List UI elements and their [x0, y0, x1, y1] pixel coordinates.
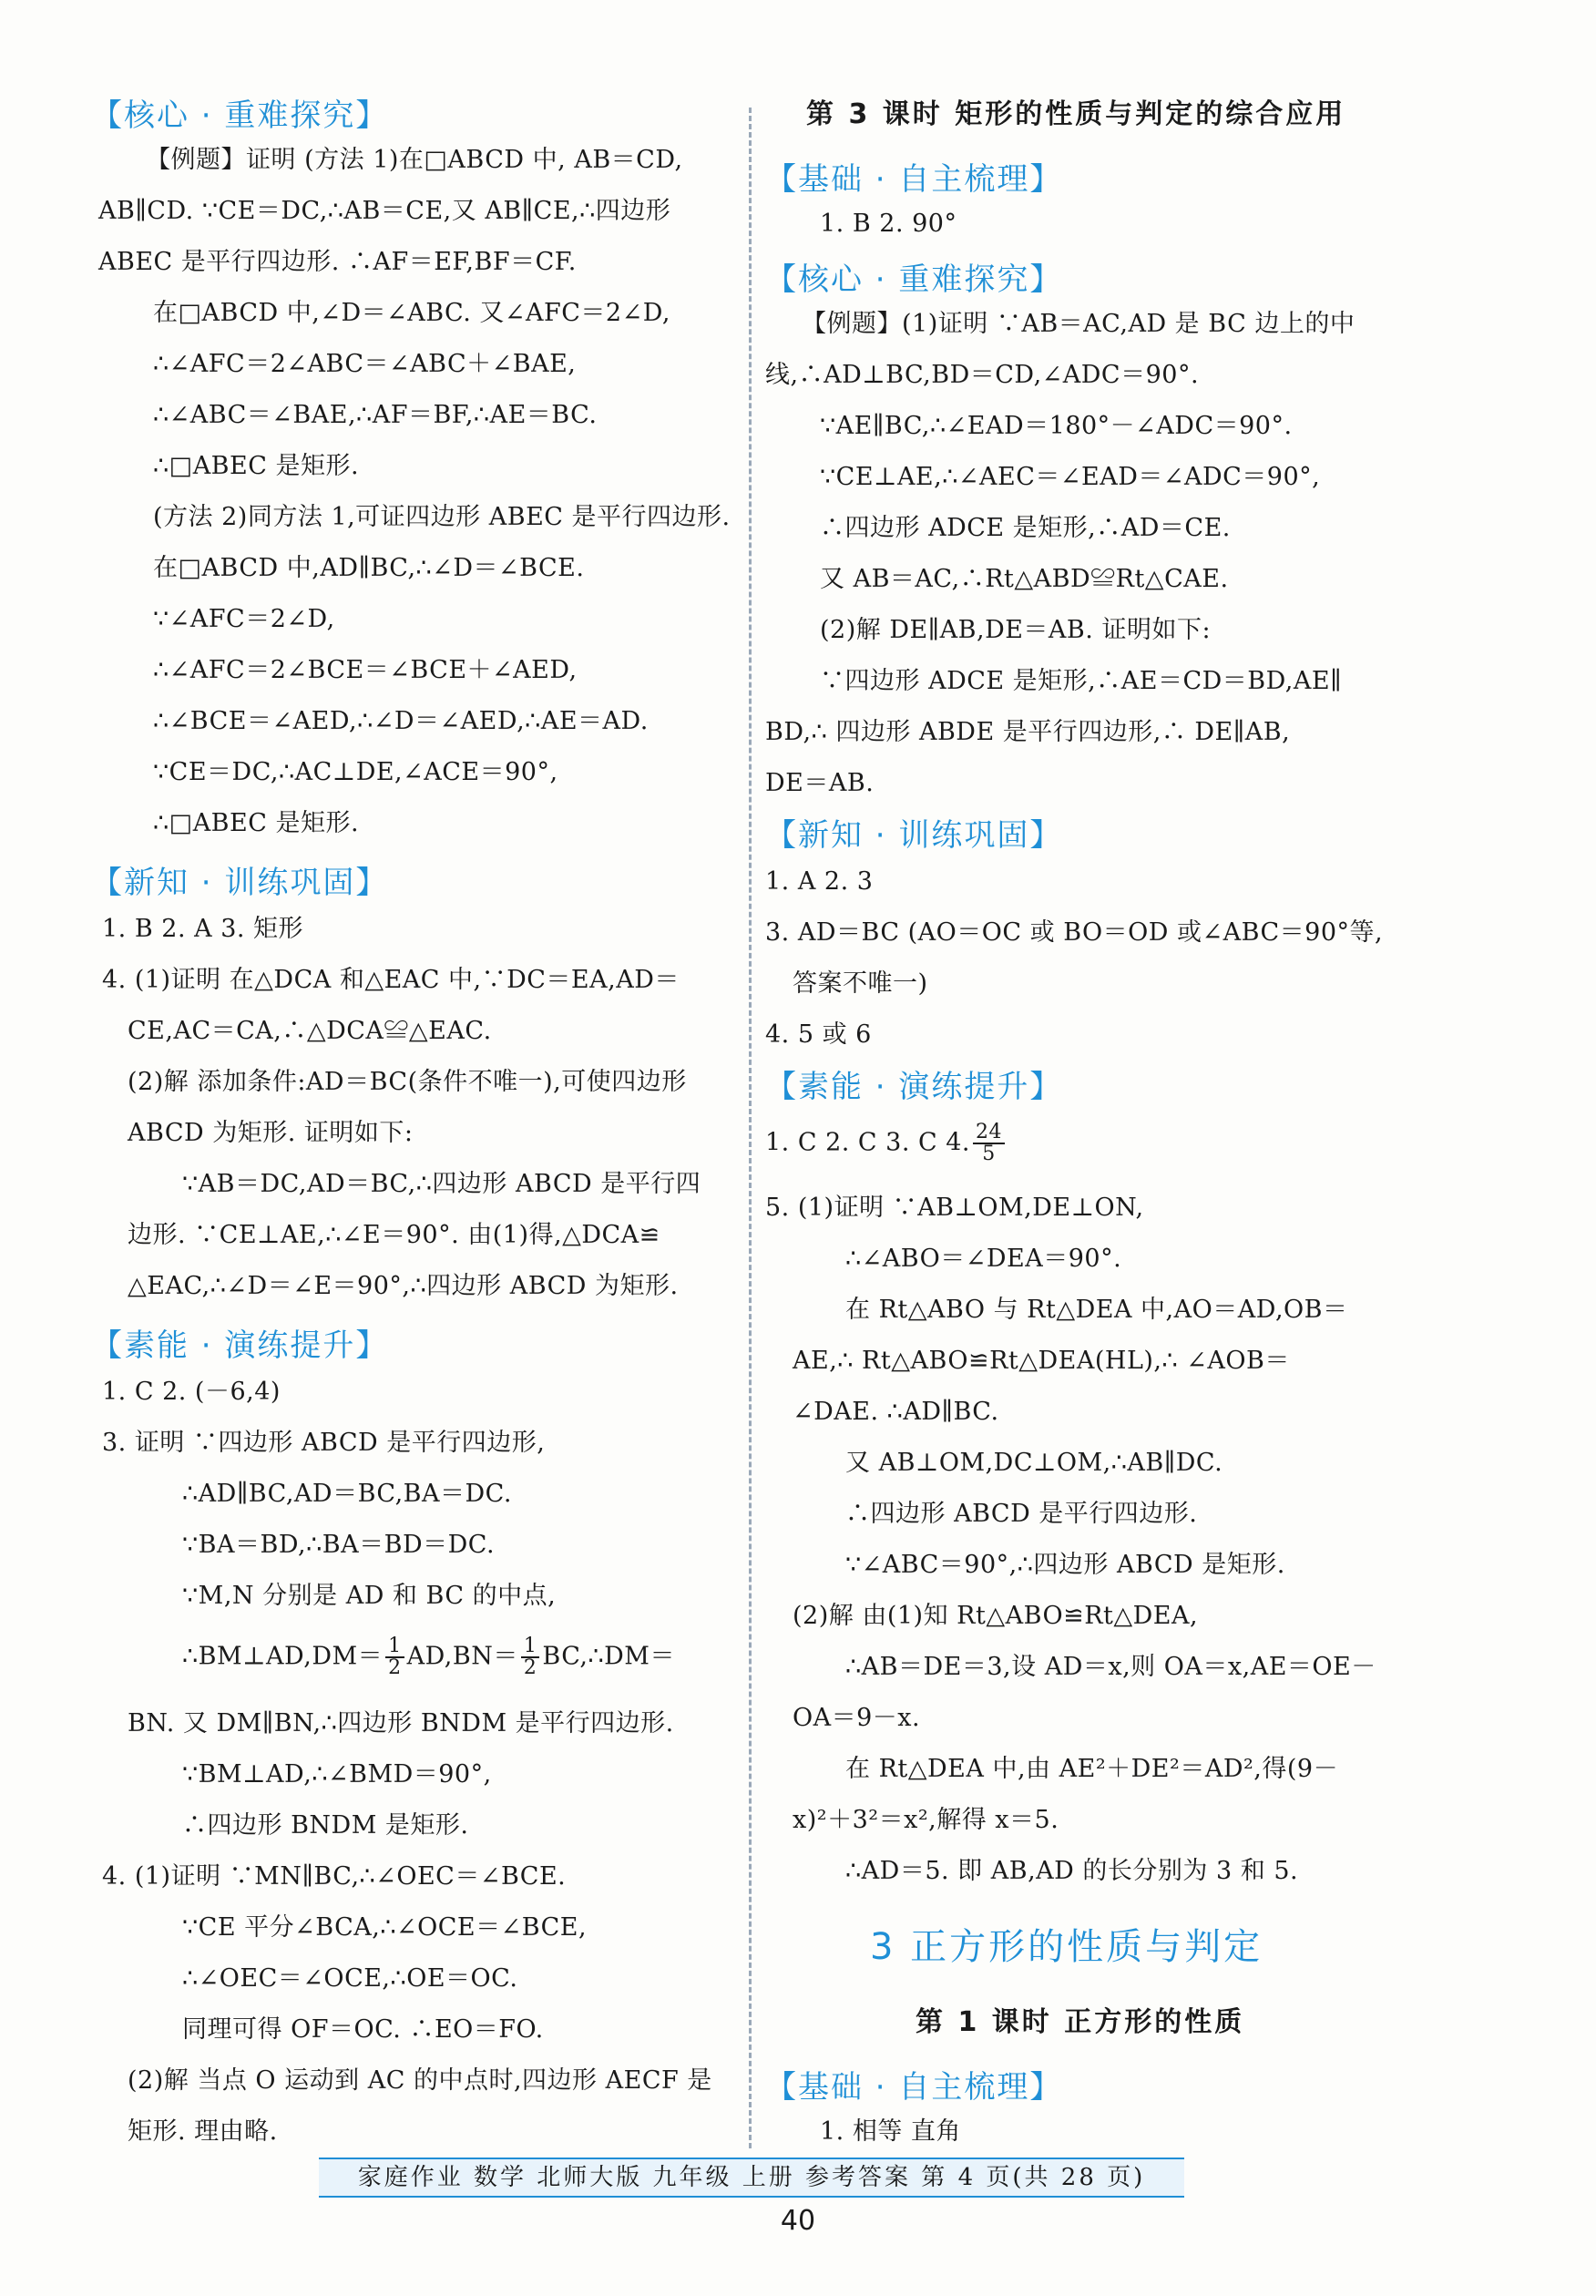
text-line: 在□ABCD 中,AD∥BC,∴∠D＝∠BCE.: [153, 554, 585, 582]
text-line: 1. C 2. (－6,4): [102, 1378, 281, 1406]
text-line: △EAC,∴∠D＝∠E＝90°,∴四边形 ABCD 为矩形.: [128, 1272, 679, 1300]
text-line: 3. AD＝BC (AO＝OC 或 BO＝OD 或∠ABC＝90°等,: [765, 918, 1384, 947]
text-line: 又 AB＝AC,∴Rt△ABD≌Rt△CAE.: [820, 565, 1229, 593]
page-number: 40: [780, 2205, 816, 2237]
text-line: ∵CE 平分∠BCA,∴∠OCE＝∠BCE,: [182, 1913, 588, 1942]
text-line: 1. B 2. 90°: [820, 210, 957, 238]
fraction-denominator: 2: [523, 1656, 537, 1679]
text-line: 矩形. 理由略.: [128, 2117, 278, 2146]
text-line: 1. B 2. A 3. 矩形: [102, 915, 304, 943]
text-line: AB∥CD. ∵CE＝DC,∴AB＝CE,又 AB∥CE,∴四边形: [98, 197, 671, 225]
text-line: ∴∠ABO＝∠DEA＝90°.: [845, 1245, 1122, 1273]
text-line: OA＝9－x.: [793, 1704, 921, 1732]
section-title: 【基础 · 自主梳理】: [765, 161, 1063, 198]
text-line: ∴∠BCE＝∠AED,∴∠D＝∠AED,∴AE＝AD.: [153, 707, 649, 735]
text-line: 3. 证明 ∵四边形 ABCD 是平行四边形,: [102, 1429, 546, 1457]
text-line: ∴AD＝5. 即 AB,AD 的长分别为 3 和 5.: [845, 1857, 1299, 1885]
text-line: 在□ABCD 中,∠D＝∠ABC. 又∠AFC＝2∠D,: [153, 299, 671, 327]
text-line: BD,∴ 四边形 ABDE 是平行四边形,∴ DE∥AB,: [765, 718, 1291, 746]
text-line: ∵BA＝BD,∴BA＝BD＝DC.: [182, 1531, 496, 1559]
text-line: ∴∠ABC＝∠BAE,∴AF＝BF,∴AE＝BC.: [153, 401, 598, 429]
text-segment: 1. C 2. C 3. C 4.: [765, 1128, 971, 1157]
text-line: 4. (1)证明 ∵MN∥BC,∴∠OEC＝∠BCE.: [102, 1862, 567, 1891]
text-line: ∴∠AFC＝2∠BCE＝∠BCE＋∠AED,: [153, 656, 578, 684]
text-line: ∠DAE. ∴AD∥BC.: [793, 1398, 999, 1426]
text-line: 4. 5 或 6: [765, 1020, 872, 1049]
fraction-line: [182, 1636, 675, 1678]
text-line: ∵∠ABC＝90°,∴四边形 ABCD 是矩形.: [845, 1551, 1285, 1579]
section-title: 【核心 · 重难探究】: [91, 97, 389, 134]
text-line: 在 Rt△DEA 中,由 AE²＋DE²＝AD²,得(9－: [845, 1755, 1339, 1783]
text-line: (2)解 DE∥AB,DE＝AB. 证明如下:: [820, 616, 1212, 644]
text-line: ∴∠OEC＝∠OCE,∴OE＝OC.: [182, 1964, 518, 1993]
text-line: ∴AD∥BC,AD＝BC,BA＝DC.: [182, 1480, 512, 1508]
section-title: 【素能 · 演练提升】: [91, 1327, 389, 1364]
text-line: 又 AB⊥OM,DC⊥OM,∴AB∥DC.: [845, 1449, 1223, 1477]
text-line: ABEC 是平行四边形. ∴AF＝EF,BF＝CF.: [98, 248, 577, 276]
footer-bar: 家庭作业 数学 北师大版 九年级 上册 参考答案 第 4 页(共 28 页): [319, 2158, 1184, 2198]
text-line: ∵∠AFC＝2∠D,: [153, 605, 335, 633]
section-title: 【基础 · 自主梳理】: [765, 2069, 1063, 2106]
column-divider: [749, 108, 752, 2148]
text-line: 边形. ∵CE⊥AE,∴∠E＝90°. 由(1)得,△DCA≌: [128, 1221, 660, 1249]
text-line: ABCD 为矩形. 证明如下:: [128, 1119, 414, 1147]
text-line: ∴□ABEC 是矩形.: [153, 452, 360, 480]
text-line: ∵AB＝DC,AD＝BC,∴四边形 ABCD 是平行四: [182, 1170, 701, 1198]
fraction-24-5: [973, 1122, 1005, 1164]
fraction-line: [765, 1122, 1008, 1164]
lesson-title: 第 3 课时 矩形的性质与判定的综合应用: [806, 98, 1346, 130]
text-line: x)²＋3²＝x²,解得 x＝5.: [793, 1806, 1059, 1834]
text-line: (2)解 添加条件:AD＝BC(条件不唯一),可使四边形: [128, 1068, 687, 1096]
text-line: 1. 相等 直角: [820, 2117, 961, 2146]
text-segment: ∴BM⊥AD,DM＝: [182, 1642, 384, 1671]
text-line: ∵AE∥BC,∴∠EAD＝180°－∠ADC＝90°.: [820, 412, 1293, 440]
text-line: ∵四边形 ADCE 是矩形,∴AE＝CD＝BD,AE∥: [820, 667, 1343, 695]
fraction-numerator: 24: [973, 1122, 1005, 1144]
text-line: BN. 又 DM∥BN,∴四边形 BNDM 是平行四边形.: [128, 1709, 674, 1737]
text-segment: BC,∴DM＝: [542, 1642, 675, 1671]
text-line: 【例题】(1)证明 ∵AB＝AC,AD 是 BC 边上的中: [802, 310, 1356, 338]
lesson-title: 第 1 课时 正方形的性质: [916, 2006, 1245, 2038]
text-line: ∵CE＝DC,∴AC⊥DE,∠ACE＝90°,: [153, 758, 558, 786]
fraction-half: [385, 1636, 404, 1678]
text-line: ∵BM⊥AD,∴∠BMD＝90°,: [182, 1760, 492, 1789]
text-line: 4. (1)证明 在△DCA 和△EAC 中,∵DC＝EA,AD＝: [102, 966, 680, 994]
text-line: ∵CE⊥AE,∴∠AEC＝∠EAD＝∠ADC＝90°,: [820, 463, 1321, 491]
chapter-title: 3 正方形的性质与判定: [870, 1926, 1264, 1968]
text-segment: AD,BN＝: [406, 1642, 518, 1671]
text-line: DE＝AB.: [765, 769, 875, 797]
text-line: ∴□ABEC 是矩形.: [153, 809, 360, 837]
section-title: 【素能 · 演练提升】: [765, 1069, 1063, 1105]
text-line: ∴四边形 ABCD 是平行四边形.: [845, 1500, 1198, 1528]
fraction-denominator: 2: [388, 1656, 402, 1679]
text-line: (2)解 由(1)知 Rt△ABO≌Rt△DEA,: [793, 1602, 1199, 1630]
text-line: ∴∠AFC＝2∠ABC＝∠ABC＋∠BAE,: [153, 350, 577, 378]
text-line: 【例题】证明 (方法 1)在□ABCD 中, AB＝CD,: [146, 146, 683, 174]
fraction-numerator: 1: [521, 1636, 540, 1658]
text-line: 在 Rt△ABO 与 Rt△DEA 中,AO＝AD,OB＝: [845, 1296, 1348, 1324]
text-line: (方法 2)同方法 1,可证四边形 ABEC 是平行四边形.: [153, 503, 731, 531]
text-line: (2)解 当点 O 运动到 AC 的中点时,四边形 AECF 是: [128, 2066, 712, 2095]
text-line: 同理可得 OF＝OC. ∴EO＝FO.: [182, 2015, 544, 2044]
fraction-numerator: 1: [385, 1636, 404, 1658]
text-line: 1. A 2. 3: [765, 867, 874, 896]
fraction-denominator: 5: [982, 1143, 996, 1165]
text-line: CE,AC＝CA,∴△DCA≌△EAC.: [128, 1017, 492, 1045]
text-line: ∵M,N 分别是 AD 和 BC 的中点,: [182, 1582, 557, 1610]
section-title: 【新知 · 训练巩固】: [765, 817, 1063, 854]
text-line: 答案不唯一): [793, 969, 928, 998]
text-line: AE,∴ Rt△ABO≌Rt△DEA(HL),∴ ∠AOB＝: [793, 1347, 1290, 1375]
text-line: ∴四边形 ADCE 是矩形,∴AD＝CE.: [820, 514, 1231, 542]
text-line: 5. (1)证明 ∵AB⊥OM,DE⊥ON,: [765, 1194, 1144, 1222]
fraction-half: [521, 1636, 540, 1678]
text-line: ∴AB＝DE＝3,设 AD＝x,则 OA＝x,AE＝OE－: [845, 1653, 1376, 1681]
section-title: 【新知 · 训练巩固】: [91, 865, 389, 901]
text-line: 线,∴AD⊥BC,BD＝CD,∠ADC＝90°.: [765, 361, 1200, 389]
section-title: 【核心 · 重难探究】: [765, 261, 1063, 298]
text-line: ∴四边形 BNDM 是矩形.: [182, 1811, 469, 1840]
